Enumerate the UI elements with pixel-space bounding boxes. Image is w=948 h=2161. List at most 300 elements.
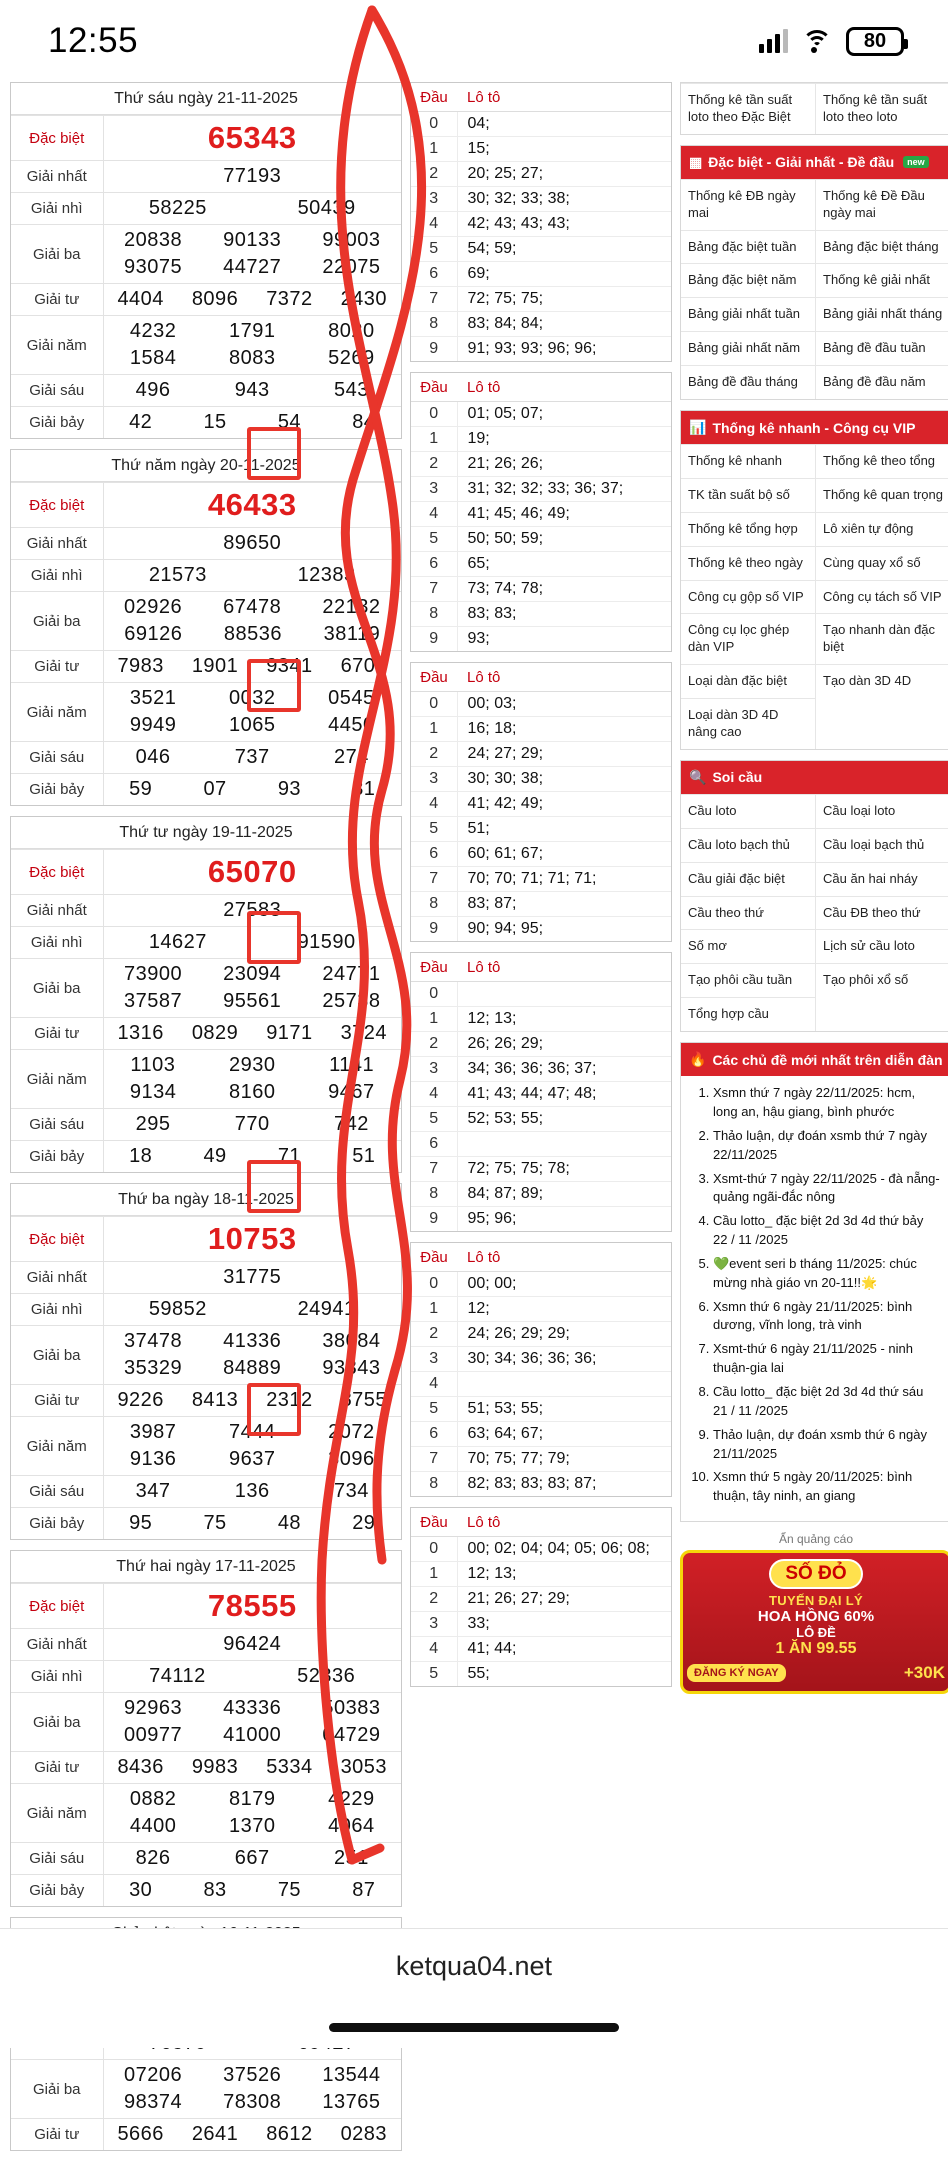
quick-stats-grid [681,444,948,749]
table-row [11,161,401,193]
prize-values [103,1294,401,1326]
prize-label: Giải năm [11,683,103,742]
loto-prefix: 3 [411,1347,457,1372]
loto-row [411,1132,671,1157]
prize-number: 31775 [223,1266,282,1288]
loto-head-loto: Lô tô [457,373,671,402]
prize-number: 69126 [124,623,183,645]
loto-values: 70; 75; 77; 79; [457,1447,671,1472]
soicau-grid [681,794,948,1031]
loto-prefix: 2 [411,742,457,767]
loto-prefix: 9 [411,917,457,942]
loto-values: 30; 32; 33; 38; [457,187,671,212]
loto-values: 83; 83; [457,602,671,627]
menu-item-special[interactable]: Thống kê ĐB ngày mai [681,179,816,230]
prize-number: 99003 [322,229,381,251]
loto-values: 91; 93; 93; 96; 96; [457,337,671,362]
loto-prefix: 0 [411,1272,457,1297]
prize-values [103,193,401,225]
menu-item-soicau[interactable]: Cầu loto bạch thủ [681,828,816,862]
result-card [10,816,402,1173]
prize-number: 27583 [223,899,282,921]
prize-number: 75 [203,1512,227,1534]
loto-row [411,1472,671,1497]
prize-values [103,1875,401,1907]
prize-number: 78308 [223,2091,282,2113]
loto-values: 54; 59; [457,237,671,262]
home-indicator[interactable] [329,2023,619,2032]
loto-head-dau: Đầu [411,953,457,982]
ad-cta-row [687,1663,945,1683]
loto-head-loto: Lô tô [457,83,671,112]
loto-card [410,372,672,652]
menu-item-special[interactable]: Bảng giải nhất tuần [681,297,816,331]
loto-prefix: 5 [411,237,457,262]
prize-values [103,1109,401,1141]
prize-label: Giải ba [11,1326,103,1385]
prize-number: 37478 [124,1330,183,1352]
prize-number: 9136 [129,1448,177,1470]
prize-label: Giải nhì [11,927,103,959]
prize-number: 742 [333,1113,369,1135]
loto-prefix: 1 [411,1007,457,1032]
table-row [11,742,401,774]
prize-number: 25738 [322,990,381,1012]
loto-values: 33; [457,1612,671,1637]
result-table [11,1583,401,1906]
menu-item-soicau[interactable]: Tạo phôi xổ số [816,963,948,997]
status-time: 12:55 [48,21,139,60]
forum-topic-link[interactable]: 4. Cầu lotto_ đặc biệt 2d 3d 4d thứ bảy 22 / 11 /2025 [713,1212,941,1250]
prize-number: 21573 [148,564,207,586]
prize-number: 37526 [223,2064,282,2086]
wifi-icon [802,30,832,52]
menu-item-quick[interactable]: Công cụ gộp số VIP [681,580,816,614]
prize-values [103,1018,401,1050]
loto-values: 41; 42; 49; [457,792,671,817]
ad-banner[interactable] [680,1550,948,1694]
menu-item-quick[interactable]: Công cụ lọc ghép dàn VIP [681,613,816,664]
loto-prefix: 5 [411,1662,457,1687]
chart-icon: 📊 [689,419,707,436]
forum-topic-link[interactable]: 1. Xsmn thứ 7 ngày 22/11/2025: hcm, long an, hậu giang, bình phước [713,1084,941,1122]
table-row [11,1109,401,1141]
loto-values: 82; 83; 83; 83; 87; [457,1472,671,1497]
prize-number: 0829 [191,1022,239,1044]
loto-values: 83; 84; 84; [457,312,671,337]
menu-item-quick[interactable]: Loại dàn 3D 4D nâng cao [681,698,816,749]
forum-topic-link[interactable]: 10. Xsmn thứ 5 ngày 20/11/2025: bình thuận, tây ninh, an giang [713,1468,941,1506]
forum-list [681,1076,948,1521]
loto-prefix: 5 [411,817,457,842]
loto-row [411,792,671,817]
ad-line-4: 1 ĂN 99.55 [775,1640,857,1658]
result-card-title: Thứ hai ngày 17-11-2025 [11,1551,401,1583]
result-card-title: Thứ năm ngày 20-11-2025 [11,450,401,482]
forum-topic-link[interactable]: 3. Xsmt-thứ 7 ngày 22/11/2025 - đà nẵng-quảng ngãi-đắc nông [713,1170,941,1208]
loto-values: 72; 75; 75; [457,287,671,312]
table-row [11,1508,401,1540]
loto-row [411,1662,671,1687]
prize-label: Giải sáu [11,375,103,407]
prize-values [103,592,401,651]
menu-item-special[interactable]: Bảng đề đầu tháng [681,365,816,399]
status-bar [0,0,948,82]
loto-prefix: 3 [411,187,457,212]
loto-row [411,692,671,717]
table-row [11,1584,401,1629]
menu-item-soicau[interactable]: Số mơ [681,929,816,963]
loto-row [411,1107,671,1132]
menu-item-special[interactable]: Bảng đặc biệt năm [681,263,816,297]
prize-number: 7444 [228,1421,276,1443]
prize-number: 5334 [266,1756,313,1778]
forum-topic-link[interactable]: 6. Xsmn thứ 6 ngày 21/11/2025: bình dương, vĩnh long, trà vinh [713,1298,941,1336]
loto-prefix: 5 [411,1107,457,1132]
table-row [11,483,401,528]
loto-values: 63; 64; 67; [457,1422,671,1447]
prize-label: Giải nhì [11,193,103,225]
loto-head-dau: Đầu [411,373,457,402]
loto-values: 24; 27; 29; [457,742,671,767]
loto-row [411,452,671,477]
prize-number: 65343 [207,120,297,155]
prize-values [103,375,401,407]
prize-number: 13765 [322,2091,381,2113]
prize-values [103,651,401,683]
prize-label: Giải bảy [11,1875,103,1907]
table-row [11,1693,401,1752]
prize-number: 046 [135,746,171,768]
loto-values: 93; [457,627,671,652]
menu-item-frequency[interactable]: Thống kê tần suất loto theo loto [816,83,948,134]
prize-label: Giải ba [11,1693,103,1752]
menu-item-frequency[interactable]: Thống kê tần suất loto theo Đặc Biệt [681,83,816,134]
forum-title [681,1043,948,1076]
prize-values [103,1262,401,1294]
table-row [11,1875,401,1907]
prize-label: Giải nhất [11,528,103,560]
prize-number: 95 [129,1512,153,1534]
quick-stats-title-label: Thống kê nhanh - Công cụ VIP [712,419,916,436]
ad-register-button[interactable]: ĐĂNG KÝ NGAY [687,1664,786,1682]
menu-item-soicau[interactable]: Lịch sử cầu loto [816,929,948,963]
loto-values: 95; 96; [457,1207,671,1232]
loto-prefix: 6 [411,262,457,287]
loto-prefix: 4 [411,1082,457,1107]
result-card [10,449,402,806]
loto-values: 41; 43; 44; 47; 48; [457,1082,671,1107]
prize-values [103,284,401,316]
prize-number: 52336 [297,1665,356,1687]
prize-number: 7983 [117,655,164,677]
table-row [11,1661,401,1693]
loto-values: 51; [457,817,671,842]
prize-number: 9949 [129,714,177,736]
prize-number: 8413 [191,1389,239,1411]
menu-item-quick[interactable]: Thống kê quan trọng [816,478,948,512]
sidebar-column [680,82,948,1694]
loto-prefix: 2 [411,162,457,187]
status-indicators [759,27,904,56]
prize-number: 5269 [328,347,375,369]
prize-number: 10753 [207,1221,297,1256]
prize-number: 826 [135,1847,171,1869]
prize-number: 37587 [124,990,183,1012]
prize-number: 43336 [223,1697,282,1719]
loto-values [457,1132,671,1157]
loto-row [411,262,671,287]
prize-number: 41000 [223,1724,282,1746]
prize-values [103,116,401,161]
loto-prefix: 1 [411,717,457,742]
results-column [10,82,402,2161]
table-row [11,116,401,161]
prize-number: 22132 [322,596,381,618]
prize-number: 6705 [340,655,388,677]
special-prize-title [681,146,948,179]
forum-topic-link[interactable]: 8. Cầu lotto_ đặc biệt 2d 3d 4d thứ sáu 21 / 11 /2025 [713,1383,941,1421]
menu-item-quick[interactable]: Cùng quay xổ số [816,546,948,580]
loto-row [411,552,671,577]
prize-number: 84 [352,411,376,433]
prize-number: 83 [203,1879,227,1901]
loto-row [411,1372,671,1397]
menu-item-special[interactable]: Bảng giải nhất tháng [816,297,948,331]
prize-number: 9134 [129,1081,177,1103]
prize-values [103,1629,401,1661]
loto-prefix: 8 [411,602,457,627]
loto-values: 50; 50; 59; [457,527,671,552]
loto-values: 70; 70; 71; 71; 71; [457,867,671,892]
prize-values [103,161,401,193]
loto-row [411,1422,671,1447]
menu-item-quick[interactable]: Thống kê theo tổng [816,444,948,478]
prize-values [103,1217,401,1262]
prize-values [103,1693,401,1752]
prize-number: 3987 [129,1421,177,1443]
menu-item-soicau[interactable]: Cầu giải đặc biệt [681,862,816,896]
menu-item-soicau[interactable]: Cầu ăn hai nháy [816,862,948,896]
menu-item-soicau[interactable]: Cầu theo thứ [681,896,816,930]
menu-item-quick[interactable]: Tạo dàn 3D 4D [816,664,948,698]
prize-label: Giải ba [11,959,103,1018]
table-row [11,225,401,284]
prize-label: Giải nhất [11,161,103,193]
prize-label: Giải bảy [11,1508,103,1540]
menu-item-soicau[interactable]: Cầu ĐB theo thứ [816,896,948,930]
prize-number: 4229 [328,1788,375,1810]
prize-label: Giải tư [11,651,103,683]
loto-values: 72; 75; 75; 78; [457,1157,671,1182]
loto-row [411,627,671,652]
result-table [11,1216,401,1539]
prize-number: 18 [129,1145,153,1167]
table-row [11,1018,401,1050]
table-icon: ▦ [689,153,703,170]
prize-number: 0283 [340,2123,388,2145]
prize-number: 2312 [266,1389,313,1411]
stats-frequency-block [680,82,948,135]
ad-logo: SỐ ĐỎ [769,1559,862,1589]
loto-prefix: 1 [411,1297,457,1322]
prize-number: 95561 [223,990,282,1012]
loto-prefix: 6 [411,842,457,867]
loto-values: 31; 32; 32; 33; 36; 37; [457,477,671,502]
menu-item-quick[interactable]: Tạo nhanh dàn đặc biệt [816,613,948,664]
forum-title-label: Các chủ đề mới nhất trên diễn đàn [712,1051,943,1068]
loto-row [411,502,671,527]
prize-label: Giải tư [11,2119,103,2151]
menu-item-soicau[interactable]: Cầu loto [681,794,816,828]
prize-number: 8083 [228,347,276,369]
menu-item-soicau[interactable]: Cầu loại loto [816,794,948,828]
prize-label: Giải sáu [11,1476,103,1508]
loto-prefix: 3 [411,767,457,792]
prize-number: 251 [333,1847,369,1869]
prize-values [103,528,401,560]
loto-prefix: 8 [411,312,457,337]
menu-item-quick[interactable]: Công cụ tách số VIP [816,580,948,614]
menu-item-soicau[interactable]: Cầu loại bạch thủ [816,828,948,862]
prize-number: 2072 [328,1421,375,1443]
prize-number: 31 [352,778,376,800]
table-row [11,1217,401,1262]
prize-values [103,225,401,284]
prize-number: 1103 [130,1054,176,1076]
prize-values [103,407,401,439]
prize-label: Giải nhất [11,1262,103,1294]
prize-number: 734 [333,1480,369,1502]
menu-item-special[interactable]: Thống kê Đề Đầu ngày mai [816,179,948,230]
prize-label: Giải tư [11,1752,103,1784]
prize-label: Giải tư [11,284,103,316]
prize-number: 0882 [129,1788,177,1810]
loto-row [411,1322,671,1347]
menu-item-quick[interactable]: Thống kê tổng hợp [681,512,816,546]
prize-number: 49 [203,1145,227,1167]
soicau-block [680,760,948,1032]
loto-prefix: 4 [411,502,457,527]
table-row [11,1326,401,1385]
menu-item-special[interactable]: Bảng đề đầu tuần [816,331,948,365]
menu-item-special[interactable]: Thống kê giải nhất [816,263,948,297]
prize-number: 5666 [117,2123,164,2145]
loto-values: 00; 03; [457,692,671,717]
loto-row [411,1347,671,1372]
prize-number: 91590 [297,931,356,953]
loto-values: 30; 34; 36; 36; 36; [457,1347,671,1372]
prize-number: 73900 [124,963,183,985]
loto-head-dau: Đầu [411,1508,457,1537]
loto-row [411,402,671,427]
prize-number: 77193 [223,165,282,187]
menu-item-special[interactable]: Bảng đặc biệt tuần [681,230,816,264]
prize-values [103,895,401,927]
forum-topic-link[interactable]: 5. 💚event seri b tháng 11/2025: chúc mừng nhà giáo vn 20-11!!🌟 [713,1255,941,1293]
prize-values [103,560,401,592]
forum-topic-link[interactable]: 9. Thảo luận, dự đoán xsmb thứ 6 ngày 21/11/2025 [713,1426,941,1464]
loto-values: 41; 45; 46; 49; [457,502,671,527]
menu-item-quick[interactable]: TK tần suất bộ số [681,478,816,512]
loto-values: 41; 44; [457,1637,671,1662]
ad-hide-label[interactable]: Ẩn quảng cáo [778,1532,854,1547]
prize-number: 347 [135,1480,171,1502]
menu-item-soicau[interactable]: Tổng hợp cầu [681,997,816,1031]
prize-number: 00977 [124,1724,183,1746]
prize-number: 20838 [124,229,183,251]
prize-number: 35329 [124,1357,183,1379]
prize-number: 93075 [124,256,183,278]
loto-row [411,212,671,237]
prize-values [103,742,401,774]
forum-topic-link[interactable]: 2. Thảo luận, dự đoán xsmb thứ 7 ngày 22/11/2025 [713,1127,941,1165]
prize-number: 1791 [228,320,276,342]
prize-number: 50383 [322,1697,381,1719]
loto-row [411,287,671,312]
prize-number: 8096 [191,288,239,310]
prize-number: 02926 [124,596,183,618]
prize-number: 0032 [228,687,276,709]
table-row [11,284,401,316]
prize-number: 8179 [228,1788,276,1810]
menu-item-soicau[interactable]: Tạo phôi cầu tuần [681,963,816,997]
menu-item-special[interactable]: Bảng đặc biệt tháng [816,230,948,264]
prize-values [103,927,401,959]
prize-label: Đặc biệt [11,1584,103,1629]
table-row [11,407,401,439]
loto-row [411,602,671,627]
loto-row [411,1207,671,1232]
loto-card [410,82,672,362]
loto-head-dau: Đầu [411,83,457,112]
soicau-title-label: Soi cầu [712,769,763,786]
menu-item-quick[interactable]: Thống kê nhanh [681,444,816,478]
prize-number: 496 [135,379,171,401]
result-card [10,1183,402,1540]
loto-values: 26; 26; 29; [457,1032,671,1057]
loto-values: 12; 13; [457,1007,671,1032]
loto-values: 30; 30; 38; [457,767,671,792]
table-row [11,683,401,742]
loto-row [411,162,671,187]
soicau-title [681,761,948,794]
menu-item-special[interactable]: Bảng đề đầu năm [816,365,948,399]
fire-icon: 🔥 [689,1051,707,1068]
loto-values [457,1372,671,1397]
loto-row [411,1587,671,1612]
menu-item-quick[interactable]: Loại dàn đặc biệt [681,664,816,698]
loto-row [411,187,671,212]
table-row [11,528,401,560]
loto-row [411,867,671,892]
prize-number: 9637 [228,1448,276,1470]
loto-values: 34; 36; 36; 36; 37; [457,1057,671,1082]
forum-topic-link[interactable]: 7. Xsmt-thứ 6 ngày 21/11/2025 - ninh thuận-gia lai [713,1340,941,1378]
prize-number: 4400 [129,1815,177,1837]
menu-item-quick[interactable]: Lô xiên tự động [816,512,948,546]
menu-item-special[interactable]: Bảng giải nhất năm [681,331,816,365]
prize-label: Giải năm [11,316,103,375]
loto-values: 01; 05; 07; [457,402,671,427]
menu-item-quick[interactable]: Thống kê theo ngày [681,546,816,580]
prize-label: Giải ba [11,225,103,284]
prize-number: 8020 [328,320,375,342]
prize-number: 3096 [328,1448,375,1470]
loto-values [457,982,671,1007]
prize-values [103,483,401,528]
loto-prefix: 3 [411,1057,457,1082]
